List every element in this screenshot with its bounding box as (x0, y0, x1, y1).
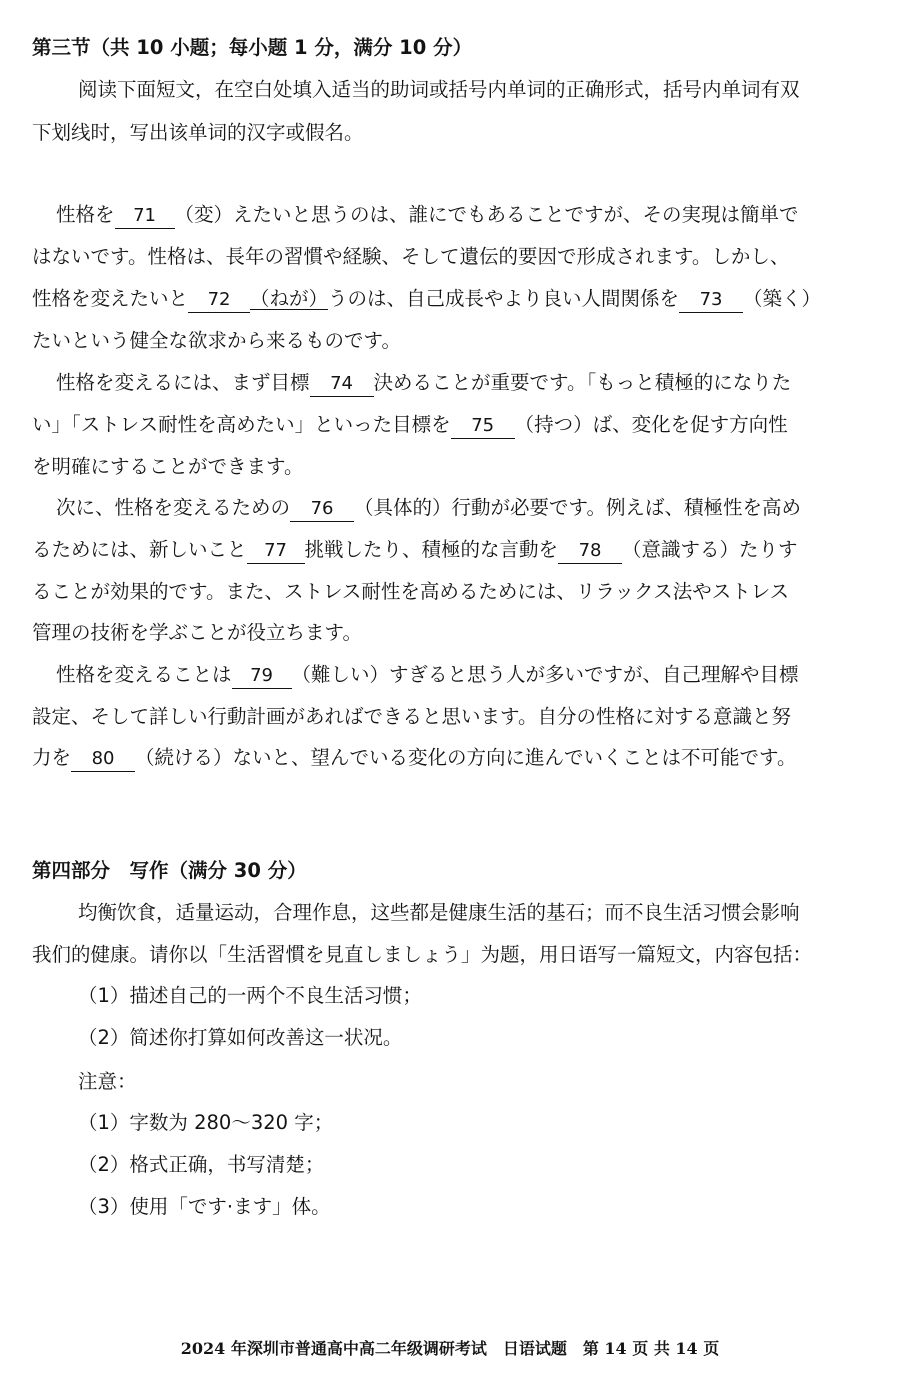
passage-p4-line2: 設定、そして詳しい行動計画があればできると思います。自分の性格に対する意識と努 (32, 705, 791, 728)
text: 性格を (56, 203, 115, 226)
blank-80: 80 (71, 747, 135, 772)
passage-p1-line1 (56, 200, 886, 230)
blank-75: 75 (451, 414, 515, 439)
text: うのは、自己成長やより良い人間関係を (328, 287, 680, 310)
passage-p3-line2 (32, 535, 862, 565)
text: （難しい）すぎると思う人が多いですが、自己理解や目標 (291, 663, 799, 686)
passage-p3-line1 (56, 493, 886, 523)
part4-intro-line2: 我们的健康。请你以「生活習慣を見直しましょう」为题，用日语写一篇短文，内容包括： (32, 943, 813, 966)
text: 挑戦したり、積極的な言動を (304, 538, 559, 561)
passage-p4-line1 (56, 660, 886, 690)
page-footer: 2024 年深圳市普通高中高二年级调研考试 日语试题 第 14 页 共 14 页 (180, 1339, 720, 1358)
part4-note-2: （2）格式正确，书写清楚； (78, 1153, 325, 1176)
part4-notes-label: 注意： (78, 1070, 137, 1093)
blank-77: 77 (247, 539, 305, 564)
text: えたいと思うのは、誰にでもあることですが、その実現は簡単で (233, 203, 799, 226)
part4-note-3: （3）使用「です·ます」体。 (78, 1195, 331, 1218)
part4-content-1: （1）描述自己的一两个不良生活习惯； (78, 984, 422, 1007)
passage-p2-line2 (32, 410, 862, 440)
blank-76: 76 (290, 497, 354, 522)
section3-instruction-line2: 下划线时，写出该单词的汉字或假名。 (32, 121, 364, 144)
section3-heading: 第三节（共 10 小题；每小题 1 分，满分 10 分） (32, 36, 473, 59)
passage-p2-line3: を明確にすることができます。 (32, 455, 304, 478)
text: 次に、性格を変えるための (56, 496, 291, 519)
text: 性格を変えることは (56, 663, 232, 686)
passage-p4-line3 (32, 743, 862, 773)
text: （意識する）たりす (622, 538, 798, 561)
passage-p1-line4: たいという健全な欲求から来るものです。 (32, 329, 401, 352)
section3-instruction-line1: 阅读下面短文，在空白处填入适当的助词或括号内单词的正确形式，括号内单词有双 (78, 78, 800, 101)
blank-73: 73 (679, 288, 743, 313)
text: （続ける）ないと、望んでいる変化の方向に進んでいくことは不可能です。 (135, 746, 797, 769)
part4-content-2: （2）简述你打算如何改善这一状况。 (78, 1026, 403, 1049)
text: い」「ストレス耐性を高めたい」といった目標を (32, 413, 451, 436)
text: （持つ）ば、変化を促す方向性 (514, 413, 788, 436)
passage-p1-line3 (32, 284, 862, 314)
blank-72: 72 (188, 288, 250, 313)
word-hen: （変） (174, 203, 234, 226)
text: （具体的）行動が必要です。例えば、積極性を高め (354, 496, 801, 519)
passage-p1-line2: はないです。性格は、長年の習慣や経験、そして遺伝的要因で形成されます。しかし、 (32, 245, 790, 268)
text: 性格を変えたいと (32, 287, 189, 310)
text: 決めることが重要です。「もっと積極的になりた (373, 371, 792, 394)
blank-78: 78 (558, 539, 622, 564)
word-kizuku: （築く） (743, 287, 822, 310)
part4-intro-line1: 均衡饮食，适量运动，合理作息，这些都是健康生活的基石；而不良生活习惯会影响 (78, 901, 800, 924)
blank-74: 74 (310, 372, 374, 397)
passage-p3-line3: ることが効果的です。また、ストレス耐性を高めるためには、リラックス法やストレス (32, 580, 790, 603)
part4-heading: 第四部分 写作（满分 30 分） (32, 859, 307, 882)
text: 性格を変えるには、まず目標 (56, 371, 310, 394)
word-nega: （ねが） (250, 287, 329, 310)
text: 力を (32, 746, 72, 769)
passage-p2-line1 (56, 368, 886, 398)
part4-note-1: （1）字数为 280～320 字； (78, 1111, 334, 1134)
text: るためには、新しいこと (32, 538, 247, 561)
passage-p3-line4: 管理の技術を学ぶことが役立ちます。 (32, 621, 362, 644)
blank-71: 71 (115, 204, 175, 229)
blank-79: 79 (232, 664, 292, 689)
